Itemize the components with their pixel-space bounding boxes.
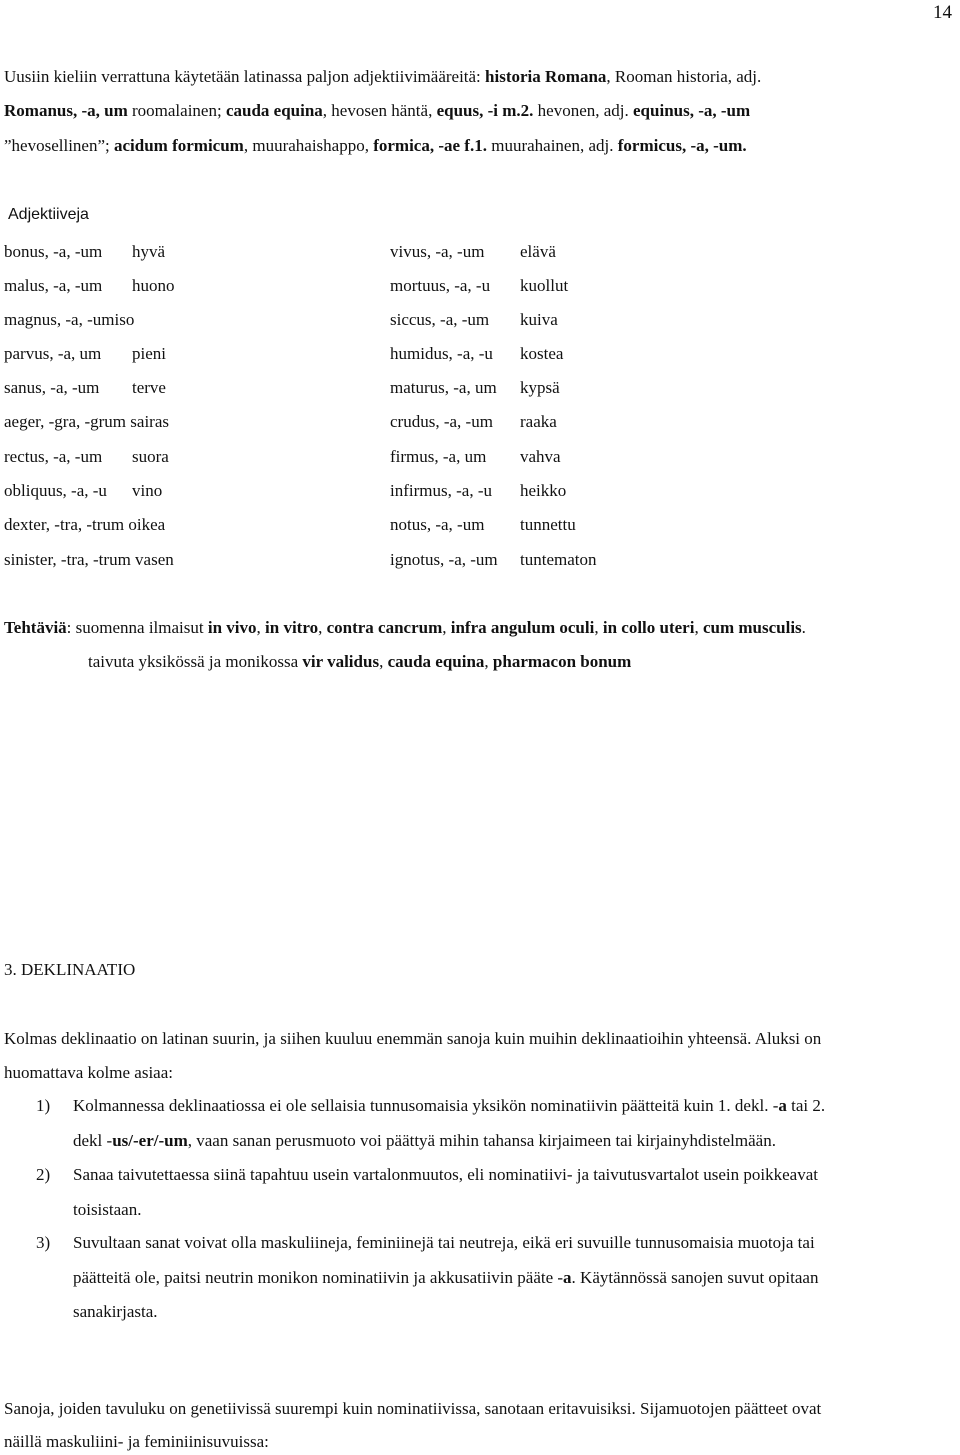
bold-text: in vivo: [207, 618, 257, 637]
adjective-row: firmus, -a, um vahva: [390, 447, 561, 466]
page-number: 14: [933, 2, 952, 23]
bold-text: in collo uteri: [602, 618, 695, 637]
bold-text: in vitro: [265, 618, 319, 637]
text-run: ,: [318, 618, 327, 637]
bold-text: pharmacon bonum: [492, 652, 632, 671]
text-run: Suvultaan sanat voivat olla maskuliineja, feminiinejä tai neutreja, eikä eri suvuille tunnusomaisia muotoja tai: [73, 1233, 815, 1252]
final-paragraph-line-1: Sanoja, joiden tavuluku on genetiivissä suurempi kuin nominatiivissa, sanotaan eritavuisiksi. Sijamuotojen päätteet ovat: [4, 1399, 822, 1418]
adjective-row: siccus, -a, -um kuiva: [390, 310, 558, 329]
adjective-row: sinister, -tra, -trum vasen: [4, 550, 174, 569]
list-item-line: [73, 1261, 953, 1296]
text-run: ,: [694, 618, 703, 637]
bold-text: cum musculis: [702, 618, 802, 637]
adjective-row: maturus, -a, um kypsä: [390, 378, 560, 397]
text-run: hevonen, adj.: [533, 101, 634, 120]
text-run: , hevosen häntä,: [322, 101, 437, 120]
list-item-line: [73, 1226, 953, 1261]
section-title: 3. DEKLINAATIO: [4, 960, 136, 979]
text-run: : suomenna ilmaisut: [66, 618, 208, 637]
tasks-line-2: [88, 651, 631, 673]
bold-text: formicus, -a, -um.: [617, 136, 747, 155]
text-run: . Käytännössä sanojen suvut opitaan: [571, 1267, 819, 1287]
text-run: Kolmannessa deklinaatiossa ei ole sellaisia tunnusomaisia yksikön nominatiivin päätteitä kuin 1. dekl. -: [73, 1096, 779, 1115]
adjective-row: ignotus, -a, -um tuntematon: [390, 550, 597, 569]
list-item-line: [73, 1295, 953, 1330]
adjective-row: infirmus, -a, -u heikko: [390, 481, 567, 500]
bold-text: cauda equina: [225, 101, 323, 120]
section-paragraph-line-1: Kolmas deklinaatio on latinan suurin, ja siihen kuuluu enemmän sanoja kuin muihin deklinaatioihin yhteensä. Aluksi on: [4, 1029, 822, 1048]
list-item-number: 1): [36, 1096, 51, 1115]
adjective-row: aeger, -gra, -grum sairas: [4, 412, 169, 431]
bold-text: a: [563, 1267, 572, 1287]
intro-line-1: [4, 66, 761, 88]
bold-text: formica, -ae f.1.: [373, 136, 487, 155]
adjective-row: mortuus, -a, -u kuollut: [390, 276, 569, 295]
list-item-line: [73, 1089, 953, 1124]
text-run: Uusiin kieliin verrattuna käytetään latinassa paljon adjektiivimääreitä:: [4, 67, 486, 86]
text-run: ,: [256, 618, 266, 637]
adjective-row: notus, -a, -um tunnettu: [390, 515, 576, 534]
adjectives-heading: Adjektiiveja: [8, 206, 89, 223]
section-paragraph-line-2: huomattava kolme asiaa:: [4, 1063, 173, 1082]
text-run: toisistaan.: [73, 1199, 142, 1219]
adjective-row: vivus, -a, -um elävä: [390, 242, 556, 261]
text-run: Sanaa taivutettaessa siinä tapahtuu usein vartalonmuutos, eli nominatiivi- ja taivutusvartalot usein poikkeavat: [73, 1165, 818, 1184]
bold-text: Tehtäviä: [4, 618, 67, 637]
text-run: ,: [442, 618, 451, 637]
adjective-row: obliquus, -a, -u vino: [4, 481, 163, 500]
adjective-row: rectus, -a, -um suora: [4, 447, 169, 466]
bold-text: infra angulum oculi: [450, 618, 595, 637]
bold-text: acidum formicum: [114, 136, 244, 155]
text-run: , muurahaishappo,: [243, 136, 374, 155]
bold-text: historia Romana: [485, 67, 607, 86]
list-item-line: [73, 1158, 953, 1193]
bold-text: vir validus: [302, 652, 380, 671]
adjective-row: sanus, -a, -um terve: [4, 378, 166, 397]
list-item-line: [73, 1124, 953, 1159]
adjective-row: malus, -a, -um huono: [4, 276, 175, 295]
text-run: dekl -: [73, 1130, 113, 1150]
final-paragraph-line-2: näillä maskuliini- ja feminiinisuvuissa:: [4, 1432, 269, 1451]
text-run: ,: [484, 652, 493, 671]
text-run: .: [801, 618, 806, 637]
list-item-number: 3): [36, 1233, 51, 1252]
bold-text: a: [778, 1096, 787, 1115]
text-run: sanakirjasta.: [73, 1302, 158, 1321]
intro-line-3: [4, 135, 747, 157]
adjective-row: dexter, -tra, -trum oikea: [4, 515, 166, 534]
text-run: päätteitä ole, paitsi neutrin monikon nominatiivin ja akkusatiivin pääte -: [73, 1267, 564, 1287]
text-run: ,: [594, 618, 603, 637]
bold-text: Romanus, -a, um: [4, 101, 128, 120]
adjective-row: parvus, -a, um pieni: [4, 344, 166, 363]
text-run: tai 2.: [786, 1096, 826, 1115]
text-run: roomalainen;: [127, 101, 226, 120]
bold-text: contra cancrum: [326, 618, 443, 637]
text-run: muurahainen, adj.: [486, 136, 618, 155]
text-run: ,: [379, 652, 388, 671]
text-run: ”hevosellinen”;: [4, 136, 114, 155]
text-run: taivuta yksikössä ja monikossa: [88, 652, 303, 671]
list-item-line: [73, 1193, 953, 1228]
text-run: , vaan sanan perusmuoto voi päättyä mihin tahansa kirjaimeen tai kirjainyhdistelmään.: [187, 1130, 776, 1150]
adjective-row: humidus, -a, -u kostea: [390, 344, 564, 363]
adjective-row: crudus, -a, -um raaka: [390, 412, 557, 431]
bold-text: cauda equina: [387, 652, 485, 671]
bold-text: equinus, -a, -um: [633, 101, 751, 120]
list-item-number: 2): [36, 1165, 51, 1184]
bold-text: equus, -i m.2.: [436, 101, 534, 120]
intro-line-2: [4, 100, 750, 122]
adjective-row: magnus, -a, -umiso: [4, 310, 135, 329]
tasks-line-1: [4, 617, 806, 639]
text-run: , Rooman historia, adj.: [606, 67, 762, 86]
adjective-row: bonus, -a, -um hyvä: [4, 242, 166, 261]
bold-text: us/-er/-um: [112, 1130, 188, 1150]
